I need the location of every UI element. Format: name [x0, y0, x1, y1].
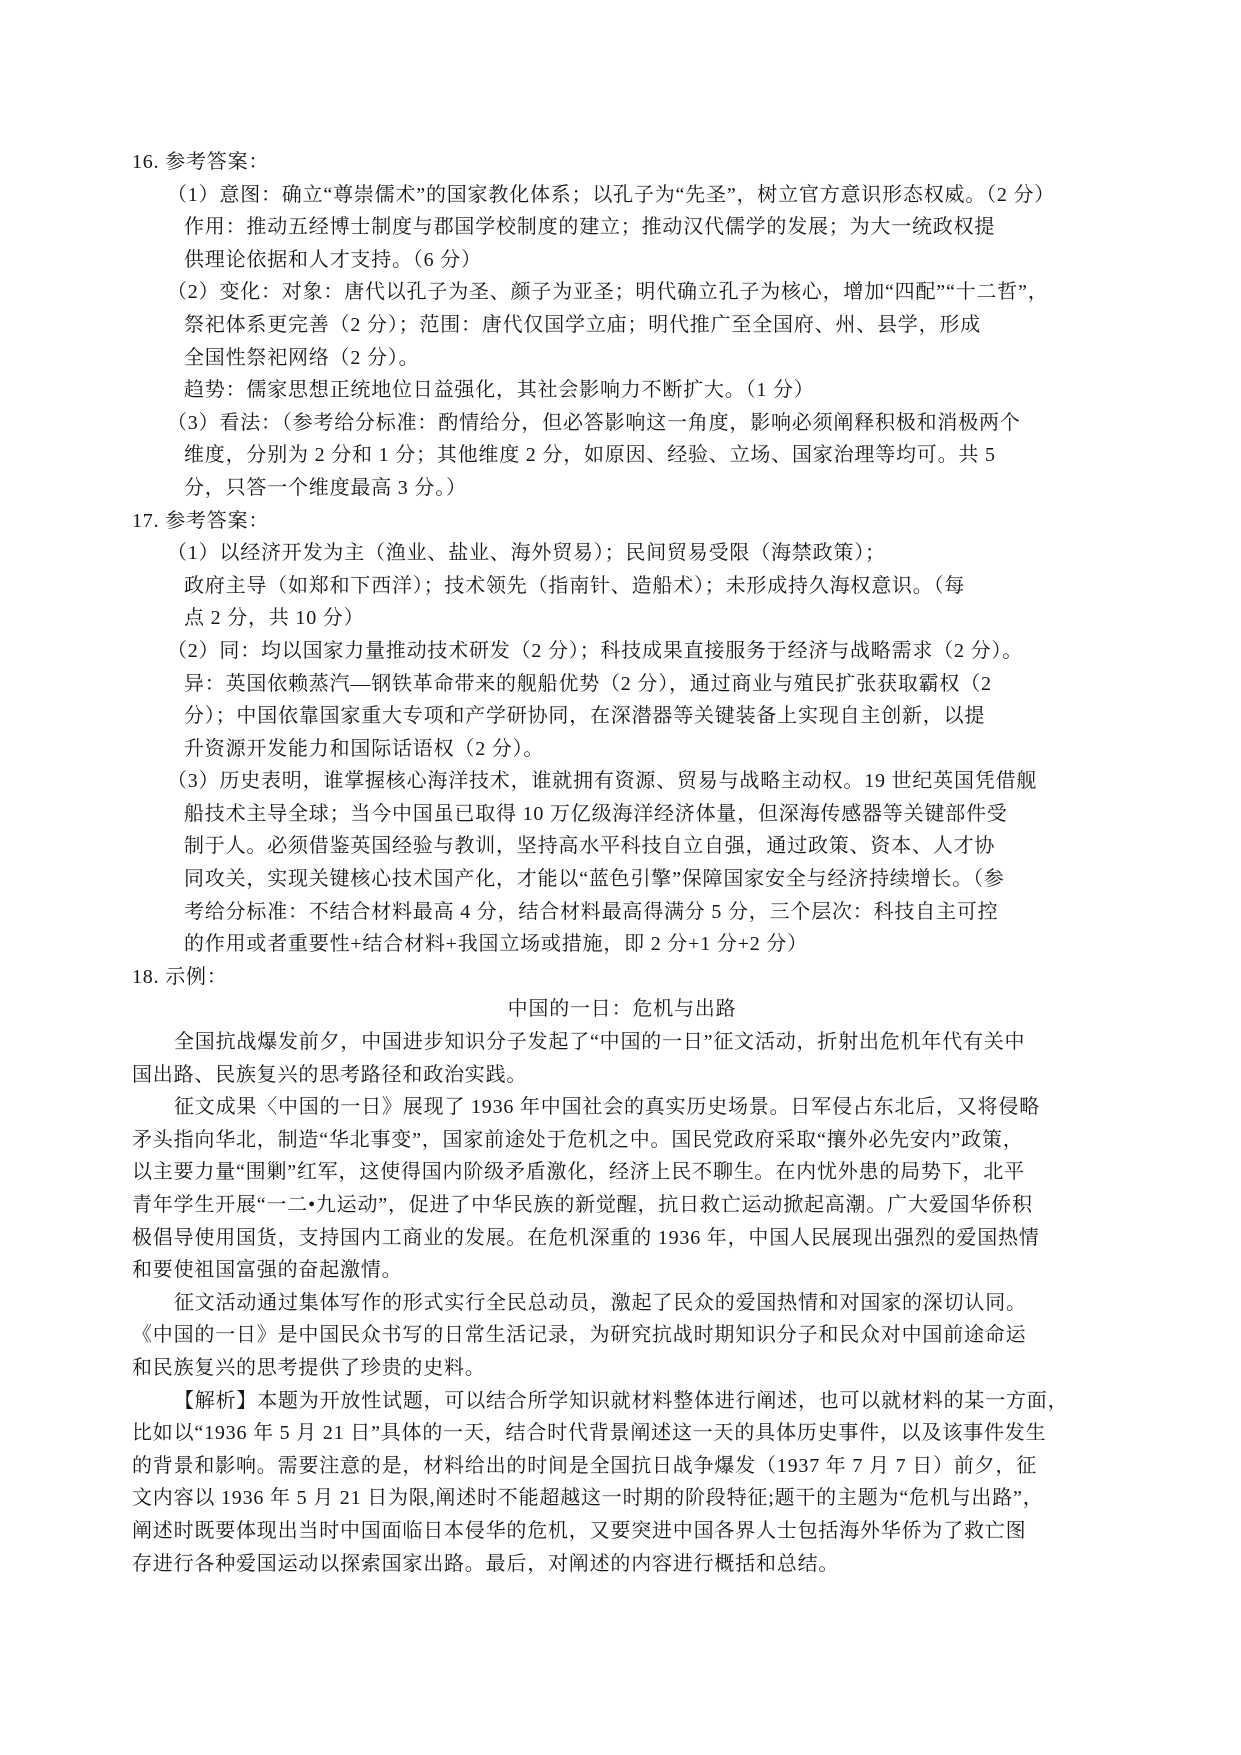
- answer-line: 政府主导（如郑和下西洋）；技术领先（指南针、造船术）；未形成持久海权意识。（每: [184, 574, 966, 597]
- essay-line: 征文活动通过集体写作的形式实行全民总动员，激起了民众的爱国热情和对国家的深切认同。: [174, 1291, 1027, 1314]
- answer-line: 制于人。必须借鉴英国经验与教训，坚持高水平科技自立自强，通过政策、资本、人才协: [184, 835, 996, 858]
- essay-line: 全国抗战爆发前夕，中国进步知识分子发起了“中国的一日”征文活动，折射出危机年代有关中: [174, 1031, 1026, 1054]
- essay-line: 以主要力量“围剿”红军，这使得国内阶级矛盾激化，经济上民不聊生。在内忧外患的局势下，北平: [132, 1161, 1025, 1184]
- analysis-line: 的背景和影响。需要注意的是，材料给出的时间是全国抗日战争爆发（1937 年 7 月 7 日）前夕，征: [132, 1454, 1037, 1477]
- analysis-line: 文内容以 1936 年 5 月 21 日为限,阐述时不能超越这一时期的阶段特征;题干的主题为“危机与出路”，: [132, 1487, 1044, 1510]
- answer-line: 异：英国依赖蒸汽—钢铁革命带来的舰船优势（2 分），通过商业与殖民扩张获取霸权（2: [184, 672, 992, 695]
- essay-line: 和要使祖国富强的奋起激情。: [132, 1259, 403, 1282]
- answer-line: （1）以经济开发为主（渔业、盐业、海外贸易）；民间贸易受限（海禁政策）；: [167, 542, 886, 565]
- essay-line: 青年学生开展“一二•九运动”，促进了中华民族的新觉醒，抗日救亡运动掀起高潮。广大爱国华侨积: [132, 1194, 1033, 1216]
- question-16-heading: 16. 参考答案：: [132, 151, 270, 173]
- answer-line: （2）变化：对象：唐代以孔子为圣、颜子为亚圣；明代确立孔子为核心，增加“四配”“十二哲”，: [167, 281, 1049, 304]
- answer-line: 分，只答一个维度最高 3 分。）: [184, 476, 467, 499]
- essay-title: 中国的一日：危机与出路: [507, 998, 737, 1021]
- answer-line: 作用：推动五经博士制度与郡国学校制度的建立；推动汉代儒学的发展；为大一统政权提: [184, 216, 996, 239]
- answer-line: 趋势：儒家思想正统地位日益强化，其社会影响力不断扩大。（1 分）: [184, 379, 815, 402]
- analysis-line: 阐述时既要体现出当时中国面临日本侵华的危机，又要突进中国各界人士包括海外华侨为了救亡图: [132, 1519, 1027, 1542]
- essay-line: 和民族复兴的思考提供了珍贵的史料。: [132, 1356, 486, 1379]
- analysis-line: 【解析】本题为开放性试题，可以结合所学知识就材料整体进行阐述，也可以就材料的某一方面，: [174, 1389, 1069, 1412]
- answer-line: （3）看法：（参考给分标准：酌情给分，但必答影响这一角度，影响必须阐释积极和消极两个: [167, 411, 1021, 434]
- essay-line: 矛头指向华北，制造“华北事变”，国家前途处于危机之中。国民党政府采取“攘外必先安内”政策，: [132, 1128, 1024, 1151]
- answer-line: 同攻关，实现关键核心技术国产化，才能以“蓝色引擎”保障国家安全与经济持续增长。（参: [184, 868, 1005, 891]
- analysis-line: 存进行各种爱国运动以探索国家出路。最后，对阐述的内容进行概括和总结。: [132, 1552, 840, 1575]
- answer-line: （1）意图：确立“尊崇儒术”的国家教化体系；以孔子为“先圣”，树立官方意识形态权威。（2 分）: [167, 183, 1056, 206]
- essay-line: 极倡导使用国货，支持国内工商业的发展。在危机深重的 1936 年，中国人民展现出强烈的爱国热情: [132, 1226, 1040, 1249]
- answer-line: 点 2 分，共 10 分）: [184, 607, 365, 630]
- answer-line: 船技术主导全球；当今中国虽已取得 10 万亿级海洋经济体量，但深海传感器等关键部件受: [184, 802, 1008, 825]
- answer-key-content: [0, 146, 1241, 1580]
- answer-line: （3）历史表明，谁掌握核心海洋技术，谁就拥有资源、贸易与战略主动权。19 世纪英国凭借舰: [167, 770, 1038, 793]
- answer-line: 分）；中国依靠国家重大专项和产学研协同，在深潜器等关键装备上实现自主创新，以提: [184, 705, 986, 728]
- question-17-heading: 17. 参考答案：: [132, 509, 270, 532]
- question-18-heading: 18. 示例：: [132, 965, 228, 988]
- answer-line: 维度，分别为 2 分和 1 分；其他维度 2 分，如原因、经验、立场、国家治理等均可。共 5: [184, 444, 996, 467]
- answer-line: 全国性祭祀网络（2 分）。: [184, 346, 420, 369]
- answer-line: 的作用或者重要性+结合材料+我国立场或措施，即 2 分+1 分+2 分）: [184, 933, 808, 956]
- essay-line: 国出路、民族复兴的思考路径和政治实践。: [132, 1063, 528, 1086]
- essay-line: 《中国的一日》是中国民众书写的日常生活记录，为研究抗战时期知识分子和民众对中国前途命运: [132, 1324, 1027, 1347]
- essay-line: 征文成果〈中国的一日》展现了 1936 年中国社会的真实历史场景。日军侵占东北后，又将侵略: [174, 1096, 1040, 1119]
- answer-line: 供理论依据和人才支持。（6 分）: [184, 248, 482, 271]
- answer-line: 祭祀体系更完善（2 分）；范围：唐代仅国学立庙；明代推广至全国府、州、县学，形成: [184, 313, 981, 336]
- analysis-line: 比如以“1936 年 5 月 21 日”具体的一天，结合时代背景阐述这一天的具体历史事件，以及该事件发生: [132, 1422, 1047, 1445]
- answer-line: 考给分标准：不结合材料最高 4 分，结合材料最高得满分 5 分，三个层次：科技自主可控: [184, 900, 999, 923]
- answer-line: 升资源开发能力和国际话语权（2 分）。: [184, 737, 545, 760]
- answer-line: （2）同：均以国家力量推动技术研发（2 分）；科技成果直接服务于经济与战略需求（2 分）。: [167, 639, 1023, 662]
